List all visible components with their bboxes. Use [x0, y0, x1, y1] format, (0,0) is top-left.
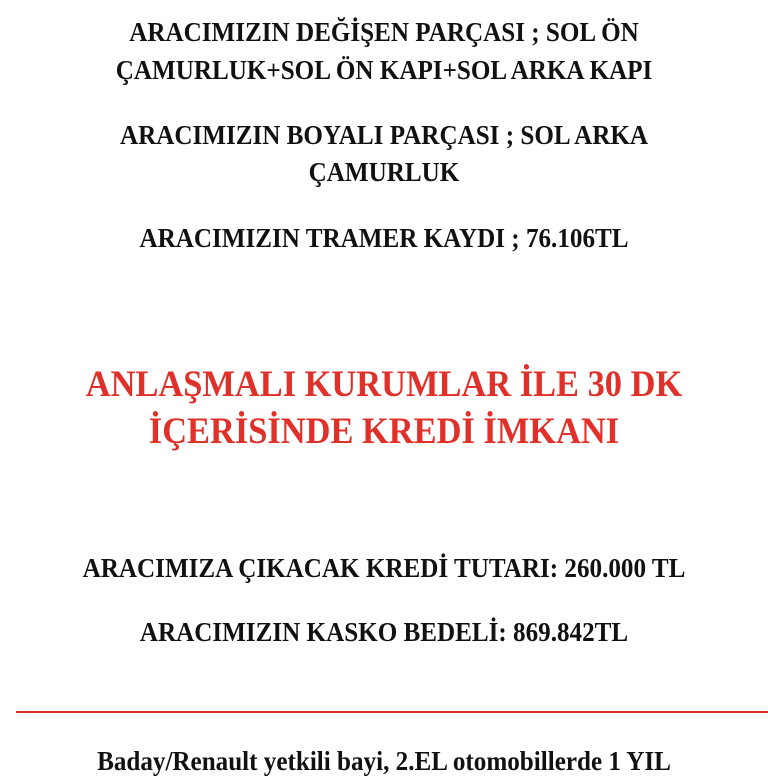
credit-amount: ARACIMIZA ÇIKACAK KREDİ TUTARI: 260.000 TL [82, 553, 686, 583]
insurance-value: ARACIMIZIN KASKO BEDELİ: 869.842TL [139, 617, 629, 647]
tramer-record: ARACIMIZIN TRAMER KAYDI ; 76.106TL [139, 223, 629, 253]
red-divider [16, 711, 768, 713]
changed-parts-line-1: ARACIMIZIN DEĞİŞEN PARÇASI ; SOL ÖN [129, 17, 639, 47]
credit-offer-line-2: İÇERİSİNDE KREDİ İMKANI [148, 411, 620, 452]
credit-offer-line-1: ANLAŞMALI KURUMLAR İLE 30 DK [85, 364, 683, 405]
painted-parts-line-1: ARACIMIZIN BOYALI PARÇASI ; SOL ARKA [119, 120, 649, 150]
changed-parts-line-2: ÇAMURLUK+SOL ÖN KAPI+SOL ARKA KAPI [115, 55, 653, 85]
painted-parts-line-2: ÇAMURLUK [308, 157, 460, 187]
footer-text: Baday/Renault yetkili bayi, 2.EL otomobillerde 1 YIL [97, 746, 671, 776]
